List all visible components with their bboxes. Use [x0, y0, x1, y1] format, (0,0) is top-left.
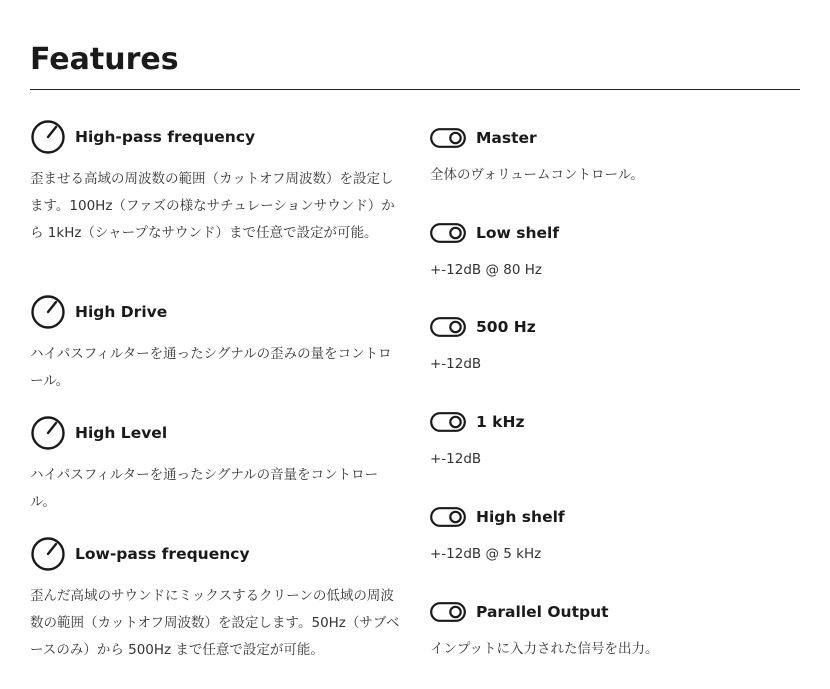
feature-description: ハイパスフィルターを通ったシグナルの音量をコントロール。: [30, 467, 379, 510]
feature-name: Low shelf: [476, 224, 560, 242]
feature-description: +-12dB @ 5 kHz: [430, 546, 542, 562]
feature-500-hz: [430, 309, 810, 378]
toggle-icon: [430, 507, 466, 527]
knob-icon: [30, 536, 66, 572]
feature-name: High Level: [75, 424, 168, 442]
feature-description: 歪んだ高域のサウンドにミックスするクリーンの低域の周波数の範囲（カットオフ周波数）を設定します。50Hz（サブベースのみ）から 500Hz まで任意で設定が可能。: [30, 588, 400, 658]
feature-name: 1 kHz: [476, 413, 525, 431]
toggle-icon: [430, 128, 466, 148]
feature-description: 歪ませる高域の周波数の範囲（カットオフ周波数）を設定します。100Hz（ファズの様なサチュレーションサウンド）から 1kHz（シャープなサウンド）まで任意で設定が可能。: [30, 171, 395, 241]
feature-description: +-12dB: [430, 356, 482, 372]
feature-description: 全体のヴォリュームコントロール。: [430, 167, 644, 183]
feature-low-shelf: [430, 215, 810, 284]
feature-parallel-output: [430, 594, 810, 663]
toggle-icon: [430, 223, 466, 243]
toggle-icon: [430, 412, 466, 432]
feature-name: High Drive: [75, 303, 168, 321]
title-divider: [30, 89, 800, 90]
feature-name: 500 Hz: [476, 318, 536, 336]
knob-icon: [30, 415, 66, 451]
feature-name: High shelf: [476, 508, 565, 526]
page-title: Features: [30, 42, 179, 77]
feature-name: Parallel Output: [476, 603, 609, 621]
feature-description: +-12dB @ 80 Hz: [430, 262, 542, 278]
feature-name: High-pass frequency: [75, 128, 256, 146]
knob-icon: [30, 294, 66, 330]
feature-high-pass-frequency: [30, 119, 410, 247]
feature-description: ハイパスフィルターを通ったシグナルの歪みの量をコントロール。: [30, 346, 392, 389]
feature-high-level: [30, 415, 410, 516]
feature-low-pass-frequency: [30, 536, 410, 664]
feature-high-shelf: [430, 499, 810, 568]
feature-description: +-12dB: [430, 451, 482, 467]
toggle-icon: [430, 317, 466, 337]
feature-name: Master: [476, 129, 537, 147]
feature-name: Low-pass frequency: [75, 545, 250, 563]
toggle-icon: [430, 602, 466, 622]
feature-high-drive: [30, 294, 410, 395]
feature-description: インプットに入力された信号を出力。: [430, 641, 659, 657]
feature-master: [430, 120, 810, 189]
knob-icon: [30, 119, 66, 155]
feature-1-khz: [430, 404, 810, 473]
